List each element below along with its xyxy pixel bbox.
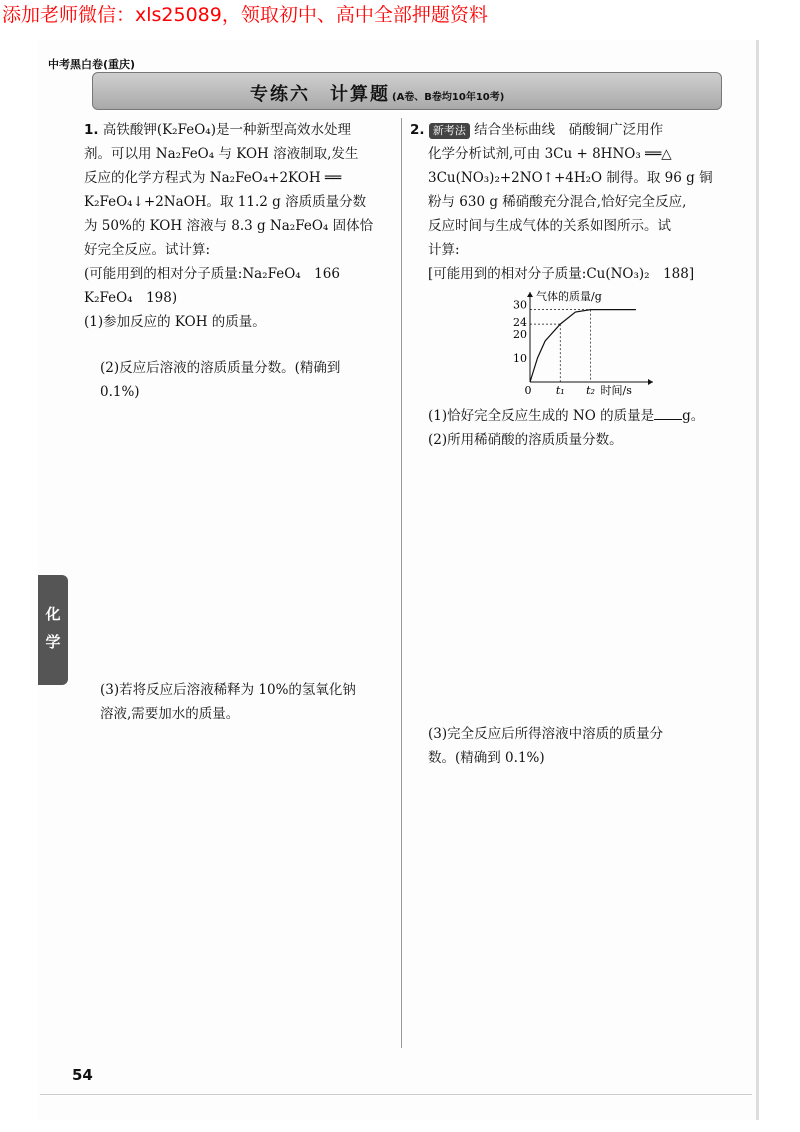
q1-line: K₂FeO₄ 198) bbox=[84, 290, 178, 306]
q1-line: 剂。可以用 Na₂FeO₄ 与 KOH 溶液制取,发生 bbox=[84, 146, 359, 162]
q2-part1-text: (1)恰好完全反应生成的 NO 的质量是 bbox=[428, 408, 655, 424]
q2-part3-line: (3)完全反应后所得溶液中溶质的质量分 bbox=[428, 726, 664, 742]
q2-part3-line: 数。(精确到 0.1%) bbox=[428, 750, 545, 766]
section-subtitle: (A卷、B卷均10年10考) bbox=[392, 92, 505, 103]
q1-line: 为 50%的 KOH 溶液与 8.3 g Na₂FeO₄ 固体恰 bbox=[84, 218, 374, 234]
q2-lead: 结合坐标曲线 硝酸铜广泛用作 bbox=[474, 122, 664, 138]
x-axis-label: 时间/s bbox=[600, 384, 632, 397]
q2-line: 3Cu(NO₃)₂+2NO↑+4H₂O 制得。取 96 g 铜 bbox=[428, 170, 713, 186]
q1-part3-line: (3)若将反应后溶液稀释为 10%的氢氧化钠 bbox=[100, 682, 356, 698]
running-head: 中考黑白卷(重庆) bbox=[48, 58, 136, 71]
side-tab-char: 化 bbox=[45, 605, 61, 623]
q1-number: 1. bbox=[84, 122, 99, 138]
q2-part1-unit: g。 bbox=[682, 408, 705, 424]
watermark-banner: 添加老师微信：xls25089，领取初中、高中全部押题资料 bbox=[0, 0, 800, 30]
q1-part3-line: 溶液,需要加水的质量。 bbox=[100, 706, 240, 722]
q1-part1: (1)参加反应的 KOH 的质量。 bbox=[84, 314, 266, 330]
y-axis-arrow bbox=[527, 292, 533, 297]
q2-number: 2. bbox=[410, 122, 425, 138]
q1-line: 反应的化学方程式为 Na₂FeO₄+2KOH ══ bbox=[84, 170, 342, 186]
y-axis-label: 气体的质量/g bbox=[536, 290, 602, 303]
gas-mass-time-chart bbox=[500, 290, 660, 400]
q2-parts-block bbox=[428, 404, 728, 452]
subject-side-tab-label bbox=[44, 600, 62, 656]
q2-part3-block bbox=[428, 722, 728, 770]
q2-line: 反应时间与生成气体的关系如图所示。试 bbox=[428, 218, 671, 234]
q2-line bbox=[410, 118, 728, 142]
q2-line: [可能用到的相对分子质量:Cu(NO₃)₂ 188] bbox=[428, 266, 695, 282]
q1-line: 好完全反应。试计算: bbox=[84, 242, 211, 258]
page-number: 54 bbox=[72, 1066, 93, 1084]
q2-line: 化学分析试剂,可由 3Cu + 8HNO₃ ══△ bbox=[428, 146, 672, 162]
x-tick-label: t₂ bbox=[586, 384, 595, 397]
question-2 bbox=[410, 118, 728, 286]
q1-text: 高铁酸钾(K₂FeO₄)是一种新型高效水处理 bbox=[102, 122, 351, 138]
y-tick-label: 10 bbox=[513, 351, 527, 365]
y-tick-label: 30 bbox=[513, 298, 527, 312]
x-tick-label: t₁ bbox=[555, 384, 565, 397]
q1-part2-block bbox=[100, 356, 400, 404]
q1-line: K₂FeO₄↓+2NaOH。取 11.2 g 溶质质量分数 bbox=[84, 194, 367, 210]
q1-part3-block bbox=[100, 678, 400, 726]
q2-line: 粉与 630 g 稀硝酸充分混合,恰好完全反应, bbox=[428, 194, 687, 210]
gas-curve bbox=[530, 310, 636, 382]
q2-part2: (2)所用稀硝酸的溶质质量分数。 bbox=[428, 432, 623, 448]
side-tab-char: 学 bbox=[45, 633, 61, 651]
answer-blank[interactable] bbox=[654, 405, 682, 420]
new-method-badge: 新考法 bbox=[429, 123, 470, 139]
question-1 bbox=[84, 118, 396, 334]
section-title-text: 专练六 计算题 bbox=[250, 84, 390, 105]
q1-part2-line: (2)反应后溶液的溶质质量分数。(精确到 bbox=[100, 360, 341, 376]
y-tick-label: 20 bbox=[513, 327, 527, 341]
y-tick-label: 24 bbox=[513, 316, 527, 330]
x-tick-label: 0 bbox=[524, 384, 532, 397]
q2-part1 bbox=[428, 404, 728, 428]
q1-part2-line: 0.1%) bbox=[100, 384, 140, 400]
q1-line: (可能用到的相对分子质量:Na₂FeO₄ 166 bbox=[84, 266, 340, 282]
page-bottom-rule bbox=[40, 1094, 752, 1095]
q1-line bbox=[84, 118, 396, 142]
section-title bbox=[250, 80, 504, 106]
q2-line: 计算: bbox=[428, 242, 460, 258]
x-axis-arrow bbox=[648, 379, 653, 385]
column-divider bbox=[401, 118, 402, 1048]
